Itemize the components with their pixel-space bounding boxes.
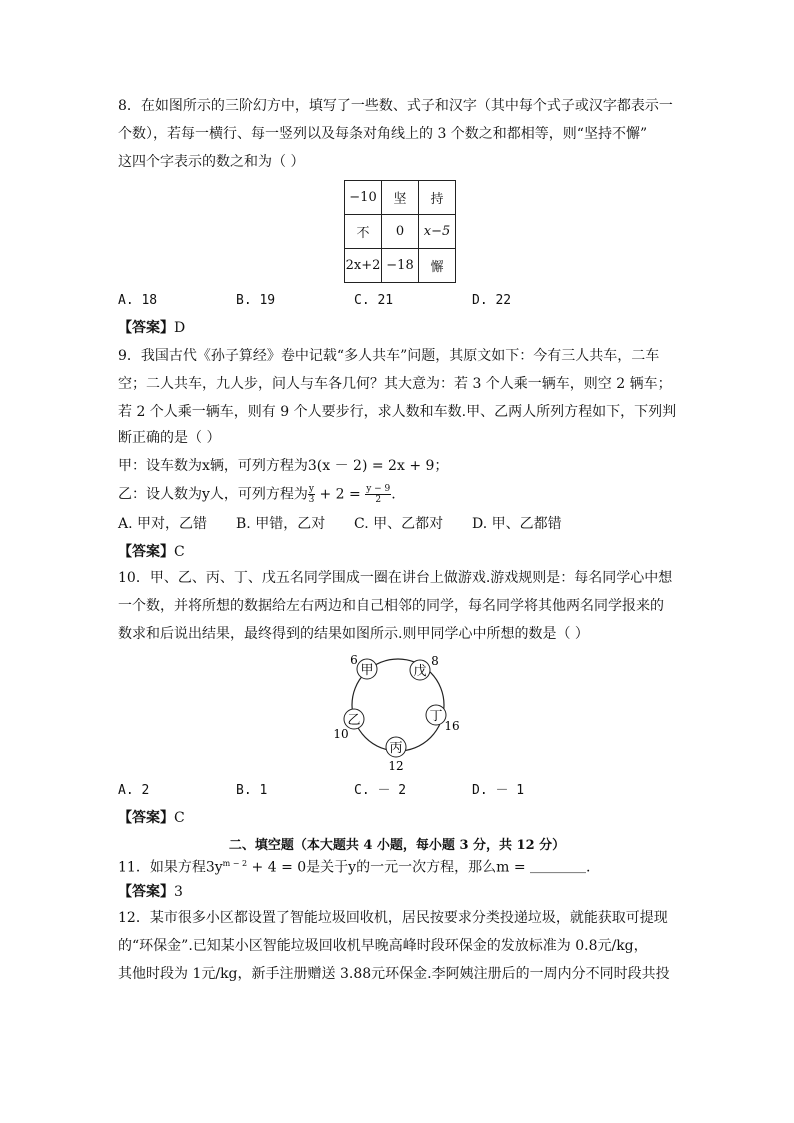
q10-line-1: 10．甲、乙、丙、丁、戊五名同学围成一圈在讲台上做游戏.游戏规则是：每名同学心中想 xyxy=(118,570,673,586)
node-value-wu: 8 xyxy=(431,654,439,668)
answer-label: 【答案】 xyxy=(118,884,174,900)
q9-option-b: B. 甲错，乙对 xyxy=(236,516,326,532)
magic-cell: 不 xyxy=(345,215,382,249)
answer-value: 3 xyxy=(174,884,183,900)
q10-option-b: B. 1 xyxy=(236,783,268,798)
magic-cell: x−5 xyxy=(419,215,456,249)
answer-value: C xyxy=(174,810,185,826)
node-name-yi: 乙 xyxy=(347,713,361,728)
q12-line-2: 的“环保金”.已知某小区智能垃圾回收机早晚高峰时段环保金的发放标准为 0.8元/kg， xyxy=(118,938,648,954)
q10-answer xyxy=(118,808,185,828)
node-name-bing: 丙 xyxy=(389,741,403,756)
q11-exponent: m − 2 xyxy=(222,859,248,868)
node-name-ding: 丁 xyxy=(429,709,443,724)
q9-line-3: 若 2 个人乘一辆车，则有 9 个人要步行，求人数和车数.甲、乙两人所列方程如下，下列判 xyxy=(118,404,677,420)
answer-value: D xyxy=(174,320,186,336)
node-value-bing: 12 xyxy=(388,759,404,773)
q9-answer xyxy=(118,542,185,562)
node-value-jia: 6 xyxy=(350,653,358,667)
q12-line-3: 其他时段为 1元/kg，新手注册赠送 3.88元环保金.李阿姨注册后的一周内分不同时段共投 xyxy=(118,966,670,982)
fraction-y-over-3 xyxy=(308,484,315,505)
node-value-ding: 16 xyxy=(444,719,460,733)
answer-value: C xyxy=(174,544,185,560)
q9-line-2: 空；二人共车，九人步，问人与车各几何？其大意为：若 3 个人乘一辆车，则空 2 辆车； xyxy=(118,376,672,392)
q11-suffix: + 4 = 0是关于y的一元一次方程，那么m = ＿＿＿＿. xyxy=(247,859,591,876)
magic-square-table xyxy=(344,180,456,283)
fraction-numerator: y xyxy=(308,484,315,494)
q10-option-a: A. 2 xyxy=(118,783,150,798)
magic-cell: 坚 xyxy=(382,181,419,215)
q11-prefix: 11．如果方程3y xyxy=(118,859,223,876)
yi-middle: + 2 = xyxy=(315,486,366,503)
answer-label: 【答案】 xyxy=(118,544,174,560)
circle-diagram xyxy=(330,648,470,774)
node-name-wu: 戊 xyxy=(413,664,427,679)
magic-cell: 0 xyxy=(382,215,419,249)
magic-cell: 懈 xyxy=(419,249,456,283)
q10-line-2: 一个数，并将所想的数据给左右两边和自己相邻的同学，每名同学将其他两名同学报来的 xyxy=(118,598,664,614)
q9-option-a: A. 甲对，乙错 xyxy=(118,516,208,532)
node-name-jia: 甲 xyxy=(360,663,374,678)
q8-line-1: 8．在如图所示的三阶幻方中，填写了一些数、式子和汉字（其中每个式子或汉字都表示一 xyxy=(118,98,673,114)
q9-line-1: 9．我国古代《孙子算经》卷中记载“多人共车”问题，其原文如下：今有三人共车，二车 xyxy=(118,348,660,364)
q11-line xyxy=(118,854,590,878)
fraction-denominator: 3 xyxy=(308,495,315,505)
q10-option-d: D. － 1 xyxy=(472,783,525,798)
magic-cell: 2x+2 xyxy=(345,249,382,283)
q9-statement-yi xyxy=(118,484,396,505)
magic-cell: 持 xyxy=(419,181,456,215)
node-value-yi: 10 xyxy=(333,727,349,741)
q9-line-4: 断正确的是（ ） xyxy=(118,430,221,446)
magic-cell: −18 xyxy=(382,249,419,283)
yi-prefix: 乙：设人数为y人，可列方程为 xyxy=(118,486,308,503)
q9-option-c: C. 甲、乙都对 xyxy=(354,516,444,532)
q8-option-b: B. 19 xyxy=(236,293,276,308)
fraction-denominator: 2 xyxy=(375,495,382,505)
q12-line-1: 12．某市很多小区都设置了智能垃圾回收机，居民按要求分类投递垃圾，就能获取可提现 xyxy=(118,910,668,926)
fraction-y-minus-9-over-2 xyxy=(365,484,391,505)
q8-option-a: A. 18 xyxy=(118,293,158,308)
q10-option-c: C. － 2 xyxy=(354,783,407,798)
q9-statement-jia: 甲：设车数为x辆，可列方程为3(x － 2) = 2x + 9； xyxy=(118,458,449,474)
q10-line-3: 数求和后说出结果，最终得到的结果如图所示.则甲同学心中所想的数是（ ） xyxy=(118,626,589,642)
magic-cell: −10 xyxy=(345,181,382,215)
q11-answer xyxy=(118,882,183,902)
section-heading: 二、填空题（本大题共 4 小题，每小题 3 分，共 12 分） xyxy=(228,838,566,853)
q8-line-3: 这四个字表示的数之和为（ ） xyxy=(118,154,305,170)
answer-label: 【答案】 xyxy=(118,810,174,826)
fraction-numerator: y − 9 xyxy=(366,484,391,494)
q8-option-c: C. 21 xyxy=(354,293,394,308)
q8-answer xyxy=(118,318,185,338)
q8-line-2: 个数），若每一横行、每一竖列以及每条对角线上的 3 个数之和都相等，则“坚持不懈” xyxy=(118,126,648,142)
q9-option-d: D. 甲、乙都错 xyxy=(472,516,562,532)
answer-label: 【答案】 xyxy=(118,320,174,336)
q8-option-d: D. 22 xyxy=(472,293,512,308)
yi-end: . xyxy=(391,486,396,503)
